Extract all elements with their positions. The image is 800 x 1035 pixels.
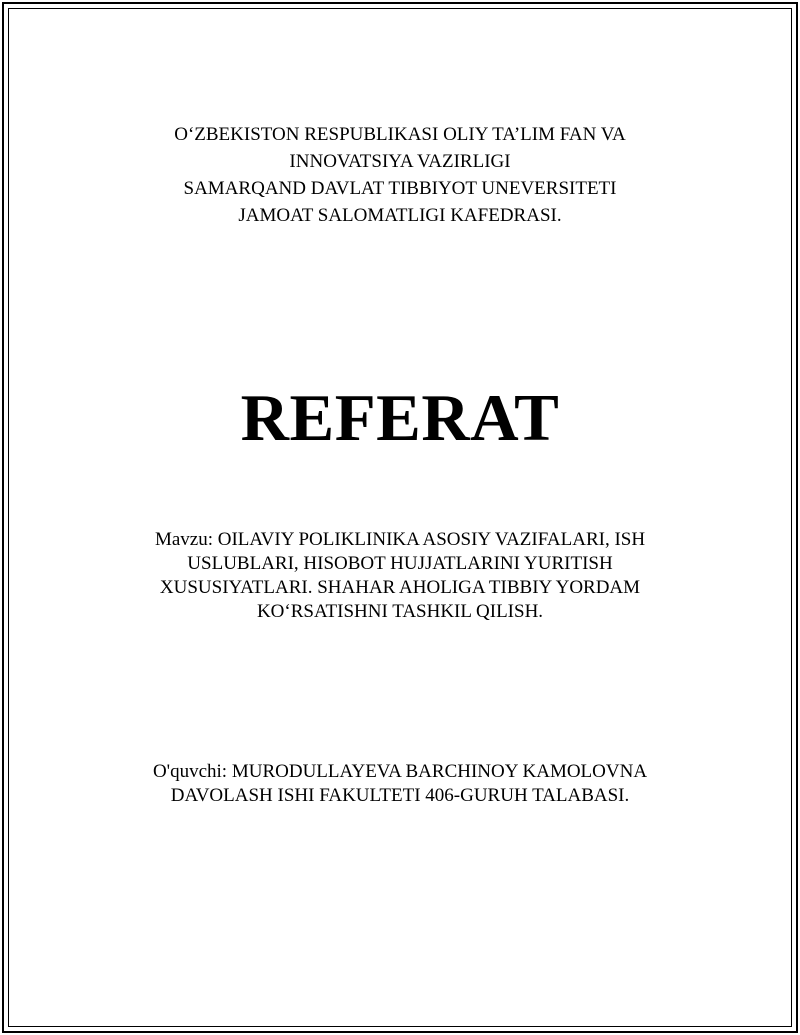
student-section: [0, 760, 800, 808]
student-line: DAVOLASH ISHI FAKULTETI 406-GURUH TALABASI.: [170, 785, 630, 806]
header-line: O‘ZBEKISTON RESPUBLIKASI OLIY TA’LIM FAN VA: [174, 124, 626, 145]
header-line: INNOVATSIYA VAZIRLIGI: [289, 151, 511, 172]
student-line: O'quvchi: MURODULLAYEVA BARCHINOY KAMOLOVNA: [152, 761, 648, 782]
header-line: JAMOAT SALOMATLIGI KAFEDRASI.: [238, 205, 562, 226]
topic-line: KO‘RSATISHNI TASHKIL QILISH.: [256, 601, 544, 622]
document-title: REFERAT: [240, 381, 560, 455]
institution-header: [0, 121, 800, 229]
topic-line: Mavzu: OILAVIY POLIKLINIKA ASOSIY VAZIFALARI, ISH: [154, 529, 646, 550]
topic-line: USLUBLARI, HISOBOT HUJJATLARINI YURITISH: [187, 553, 613, 574]
topic-section: [0, 528, 800, 624]
topic-line: XUSUSIYATLARI. SHAHAR AHOLIGA TIBBIY YORDAM: [159, 577, 641, 598]
header-line: SAMARQAND DAVLAT TIBBIYOT UNEVERSITETI: [183, 178, 617, 199]
